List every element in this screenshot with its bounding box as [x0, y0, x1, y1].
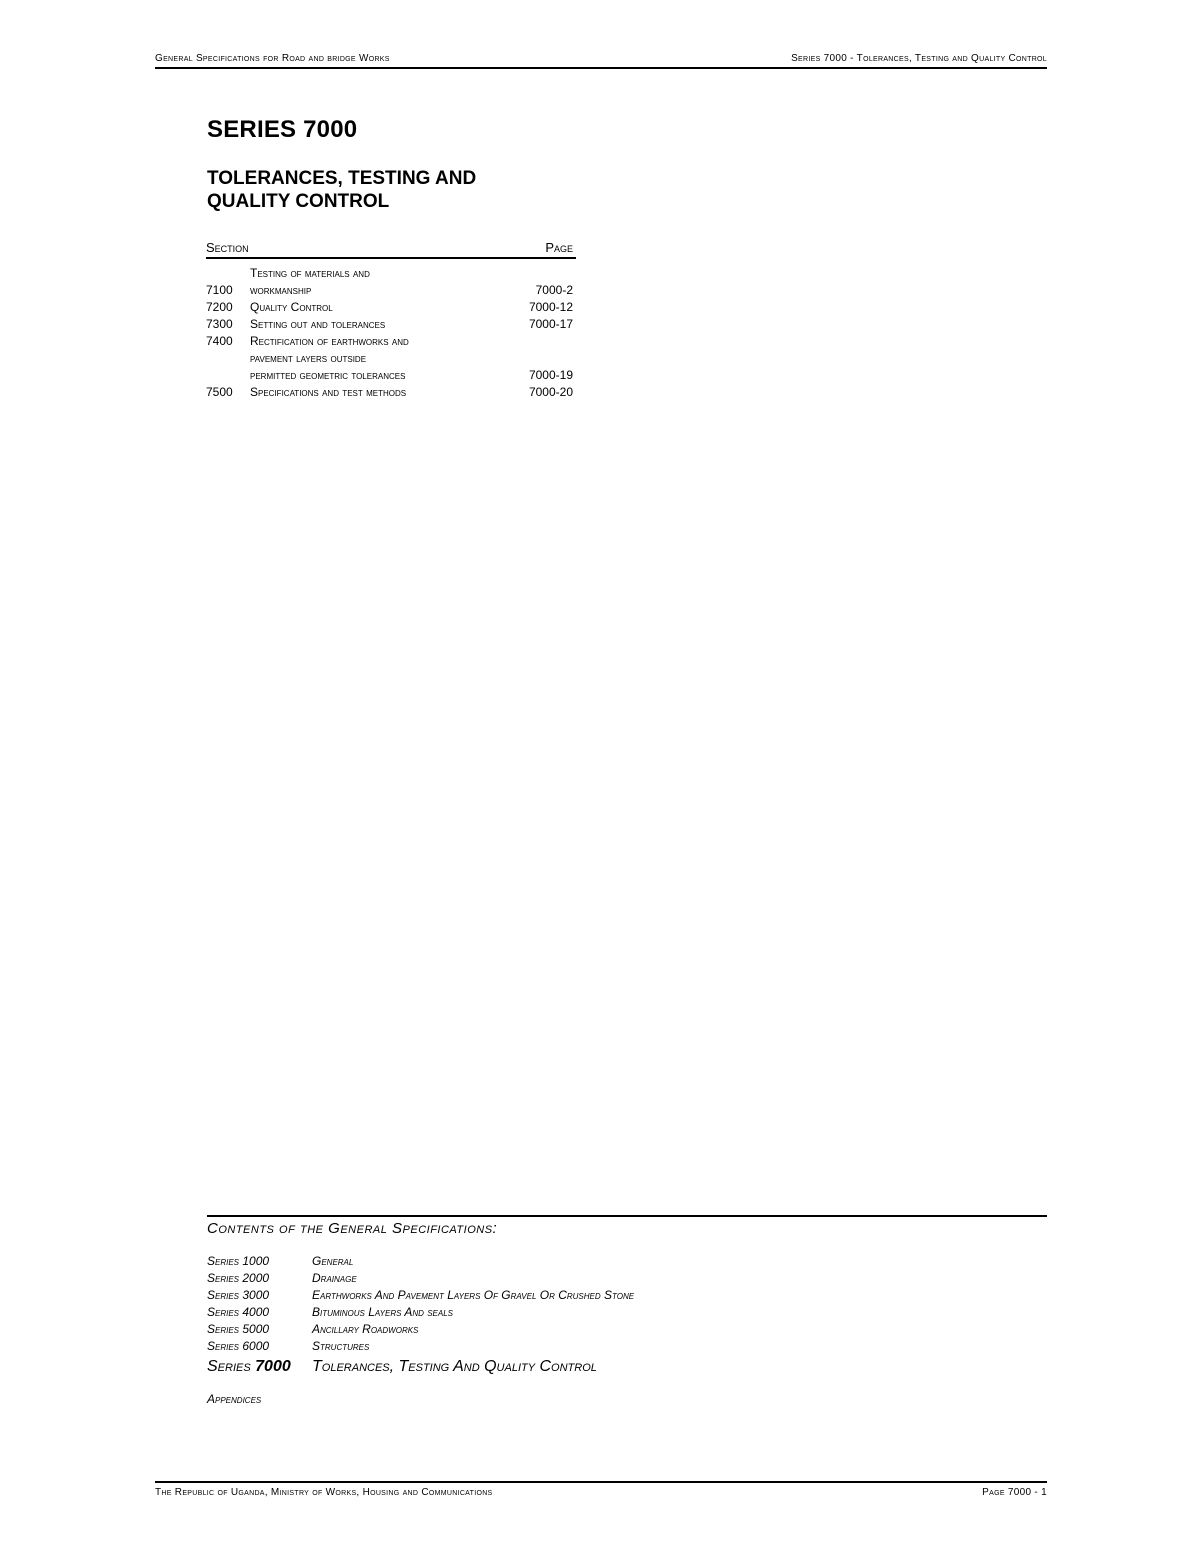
- toc-row[interactable]: [206, 384, 576, 401]
- contents-item-current[interactable]: [207, 1356, 1047, 1378]
- page-subtitle: TOLERANCES, TESTING AND QUALITY CONTROL: [207, 168, 477, 212]
- contents-series-number: Series 6000: [207, 1339, 270, 1353]
- toc-section-number: 7300: [206, 317, 233, 331]
- contents-item[interactable]: [207, 1338, 1047, 1355]
- toc-page-number: 7000-20: [528, 385, 573, 399]
- toc-section-title: Setting out and tolerances: [250, 317, 386, 331]
- contents-series-number: Series 2000: [207, 1271, 270, 1285]
- general-specifications-contents: [207, 1215, 1047, 1406]
- toc-header: [206, 240, 576, 259]
- contents-title: Contents of the General Specifications:: [207, 1220, 498, 1237]
- toc-section-title: Quality Control: [250, 300, 333, 314]
- toc-row[interactable]: [206, 265, 576, 299]
- toc-page-heading: Page: [545, 240, 573, 255]
- contents-item[interactable]: [207, 1304, 1047, 1321]
- contents-item[interactable]: [207, 1270, 1047, 1287]
- contents-series-name: Tolerances, Testing And Quality Control: [312, 1358, 597, 1375]
- contents-series-number: Series 5000: [207, 1322, 270, 1336]
- contents-series-number: Series 1000: [207, 1254, 270, 1268]
- contents-series-name: Drainage: [312, 1271, 357, 1285]
- contents-series-number: Series 4000: [207, 1305, 270, 1319]
- toc-section-title: Specifications and test methods: [250, 385, 407, 399]
- contents-series-name: General: [312, 1254, 354, 1268]
- running-header: [155, 53, 1047, 69]
- contents-list: [207, 1253, 1047, 1378]
- table-of-contents: [206, 240, 576, 401]
- contents-item[interactable]: [207, 1321, 1047, 1338]
- contents-appendices[interactable]: Appendices: [207, 1392, 262, 1406]
- page-title: SERIES 7000: [207, 116, 358, 143]
- toc-row[interactable]: [206, 316, 576, 333]
- contents-item[interactable]: [207, 1253, 1047, 1270]
- contents-series-name: Structures: [312, 1339, 370, 1353]
- toc-section-title: Rectification of earthworks and pavement layers outside permitted geometric tolerances: [250, 334, 409, 382]
- toc-page-number: 7000-19: [528, 368, 573, 382]
- toc-page-number: 7000-17: [528, 317, 573, 331]
- toc-page-number: 7000-2: [535, 283, 573, 297]
- contents-series-number: Series 7000: [207, 1358, 291, 1375]
- toc-rows: [206, 265, 576, 401]
- toc-section-number: 7200: [206, 300, 233, 314]
- footer-page-number: Page 7000 - 1: [982, 1487, 1047, 1498]
- toc-row[interactable]: [206, 299, 576, 316]
- toc-section-title: Testing of materials and workmanship: [250, 266, 370, 297]
- contents-series-name: Bituminous Layers And seals: [312, 1305, 453, 1319]
- toc-section-number: 7400: [206, 334, 233, 348]
- toc-page-number: 7000-12: [528, 300, 573, 314]
- toc-section-number: 7500: [206, 385, 233, 399]
- toc-section-number: 7100: [206, 283, 233, 297]
- header-document-title: General Specifications for Road and bridge Works: [155, 53, 390, 64]
- running-footer: [155, 1481, 1047, 1501]
- header-series-title: Series 7000 - Tolerances, Testing and Quality Control: [791, 53, 1047, 64]
- toc-row[interactable]: [206, 333, 576, 384]
- contents-item[interactable]: [207, 1287, 1047, 1304]
- toc-section-heading: Section: [206, 240, 249, 255]
- contents-series-number: Series 3000: [207, 1288, 270, 1302]
- footer-publisher: The Republic of Uganda, Ministry of Works, Housing and Communications: [155, 1487, 493, 1498]
- contents-series-name: Ancillary Roadworks: [312, 1322, 419, 1336]
- contents-series-name: Earthworks And Pavement Layers Of Gravel Or Crushed Stone: [312, 1288, 635, 1302]
